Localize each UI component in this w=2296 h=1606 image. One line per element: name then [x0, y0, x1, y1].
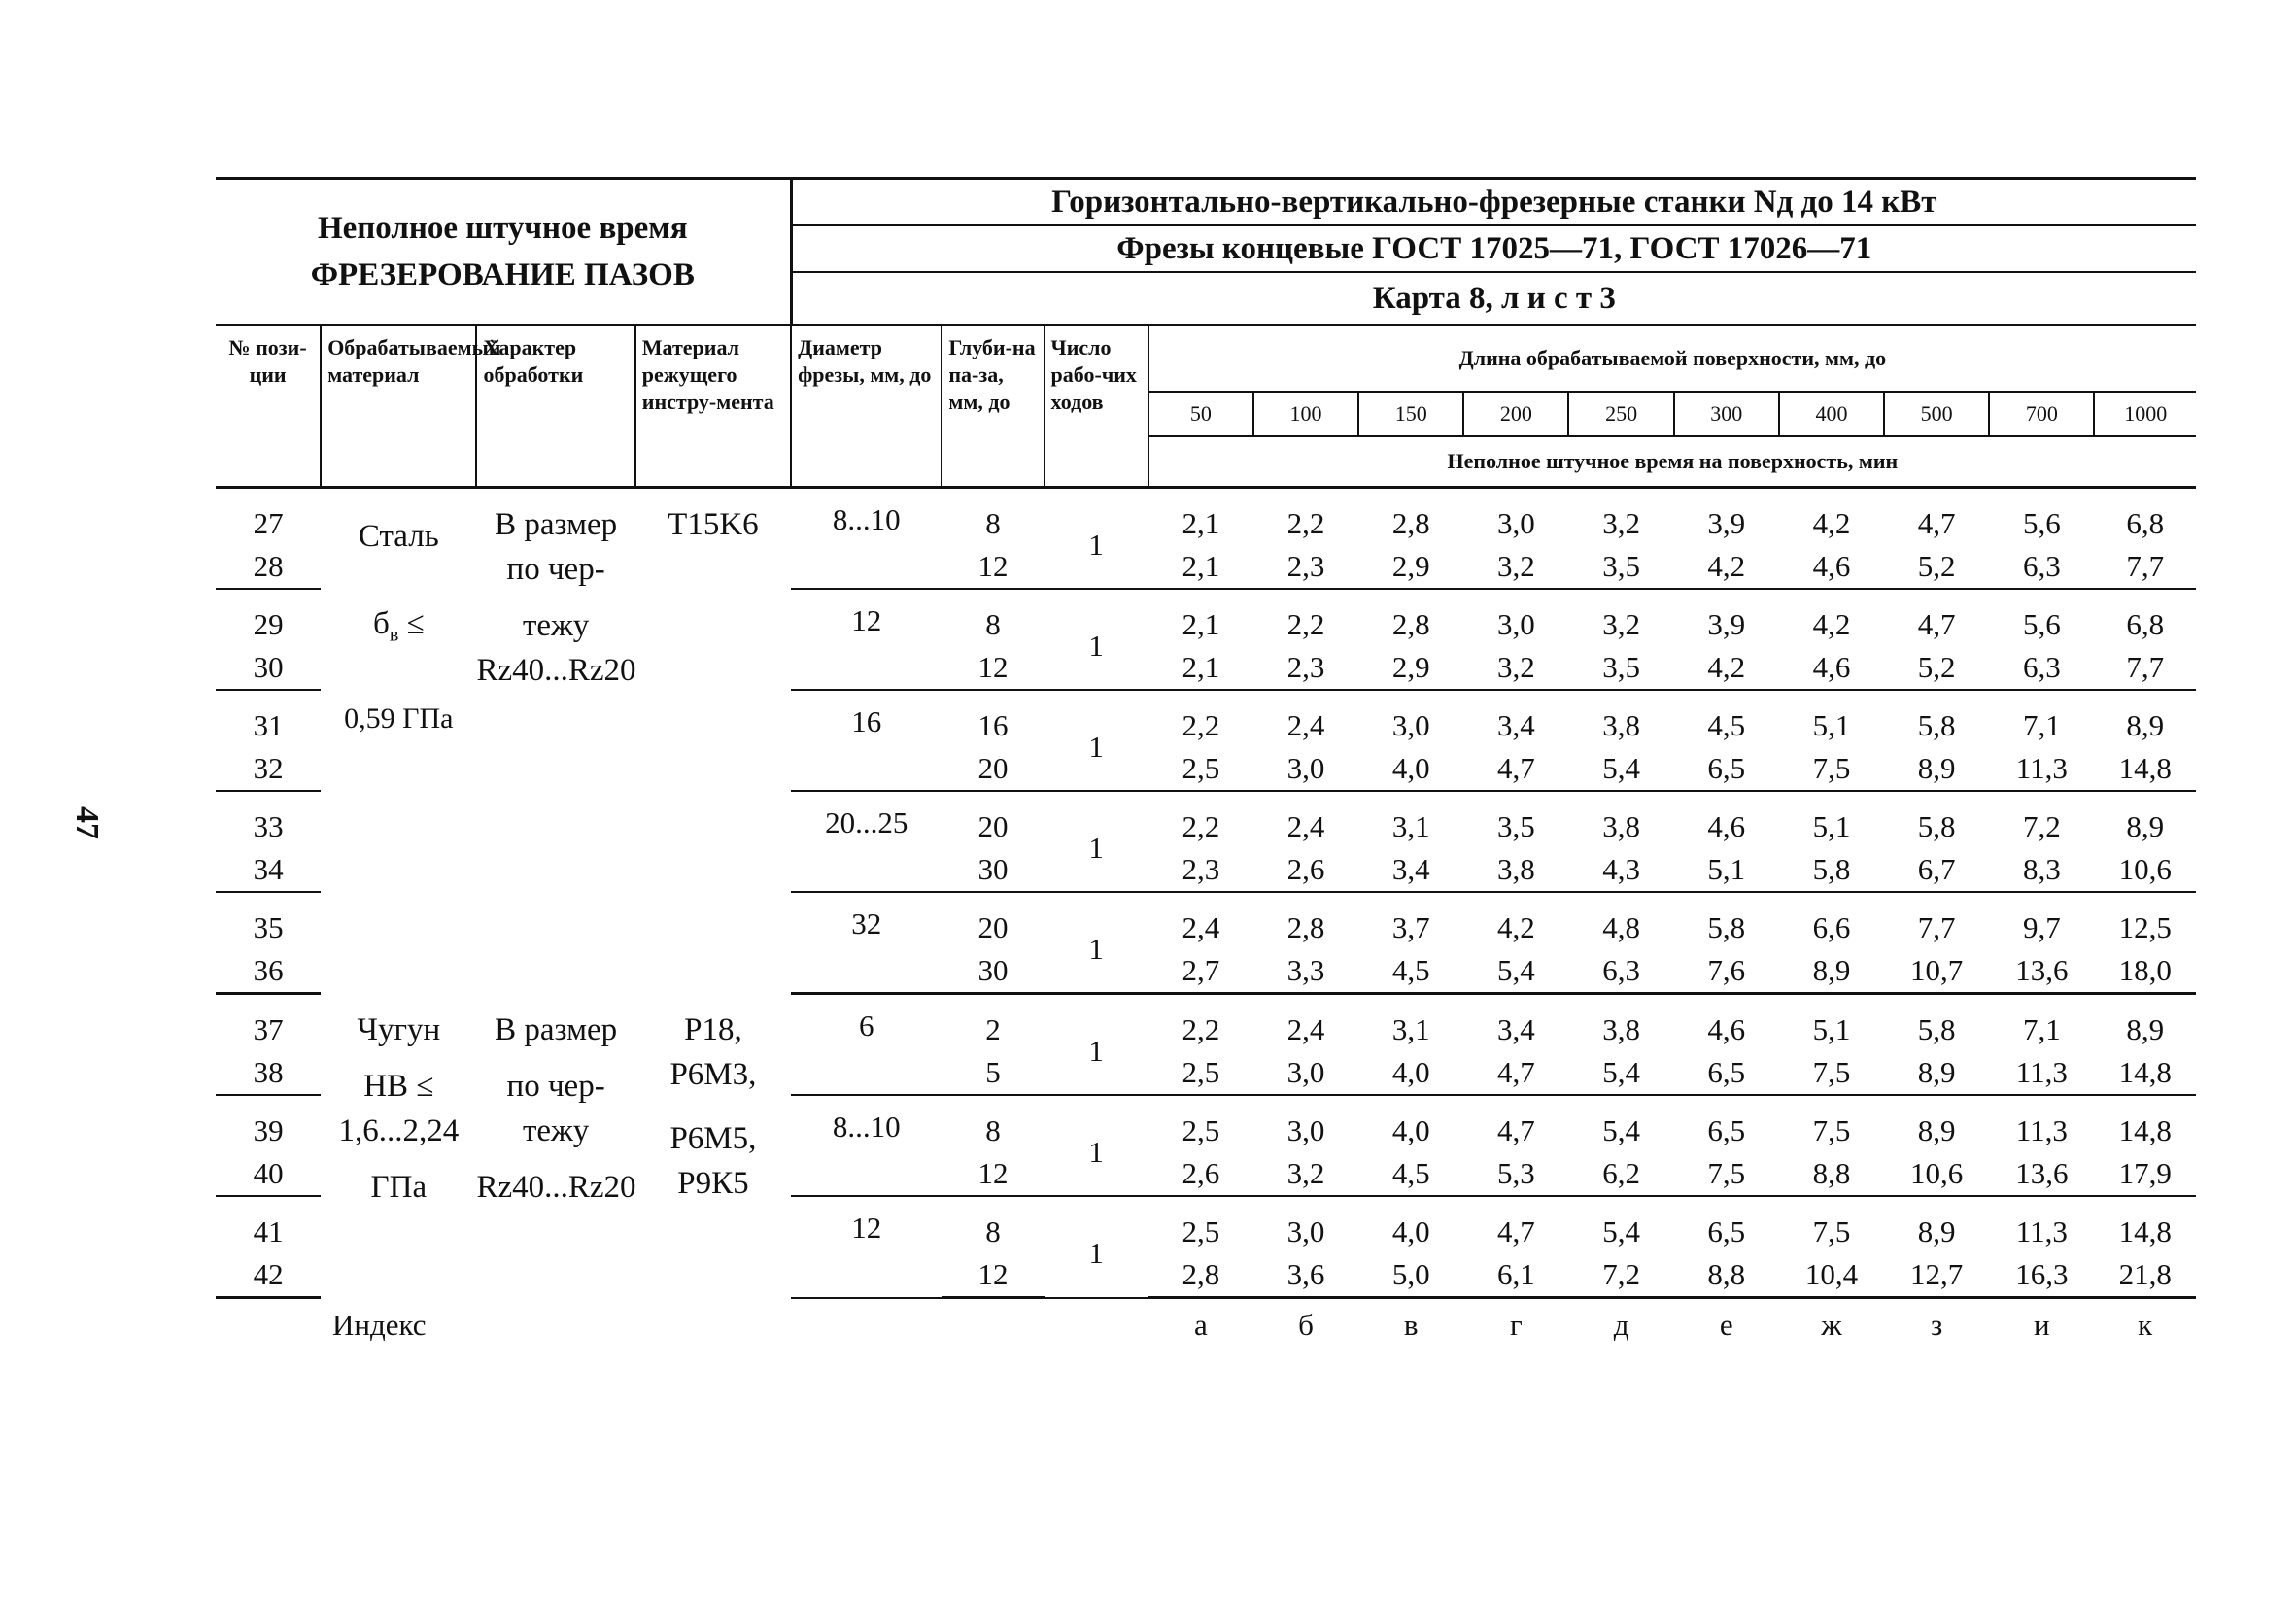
time-value-cell: 2,5: [1148, 747, 1253, 791]
time-value-cell: 3,1: [1391, 809, 1430, 843]
time-value-cell: 2,4: [1286, 708, 1325, 742]
time-value-cell: 13,6: [1989, 1152, 2094, 1196]
time-value-cell: 7,5: [1674, 1152, 1779, 1196]
time-value-cell: 7,5: [1812, 1214, 1851, 1248]
depth-cell: 30: [942, 848, 1044, 892]
row-number: 36: [216, 949, 321, 994]
length-header-cell: 50: [1148, 392, 1253, 436]
time-value-cell: 2,4: [1286, 1012, 1325, 1046]
time-value-cell: 4,7: [1497, 1214, 1535, 1248]
length-header-cell: 100: [1253, 392, 1358, 436]
col-header-depth: Глуби-на па-за, мм, до: [942, 325, 1044, 488]
depth-cell: 8: [985, 1214, 1001, 1248]
material-line: НВ ≤: [363, 1068, 434, 1104]
character-line: Rz40...Rz20: [476, 1169, 636, 1205]
time-value-cell: 10,6: [1884, 1152, 1989, 1196]
time-value-cell: 6,5: [1707, 1214, 1746, 1248]
time-value-cell: 3,5: [1568, 545, 1673, 589]
time-value-cell: 3,8: [1602, 809, 1640, 843]
tool-line: Р9К5: [677, 1165, 749, 1201]
time-value-cell: 4,7: [1463, 747, 1568, 791]
time-value-cell: 8,9: [1779, 949, 1884, 994]
time-value-cell: 11,3: [2015, 1214, 2068, 1248]
time-value-cell: 6,5: [1674, 747, 1779, 791]
time-value-cell: 9,7: [2022, 910, 2061, 944]
row-number: 38: [216, 1051, 321, 1095]
time-value-cell: 2,6: [1253, 848, 1358, 892]
title-line-2: ФРЕЗЕРОВАНИЕ ПАЗОВ: [310, 257, 695, 292]
time-value-cell: 2,8: [1391, 607, 1430, 641]
tool-cell-steel: [635, 488, 791, 994]
time-value-cell: 11,3: [1989, 747, 2094, 791]
row-number: 37: [253, 1012, 284, 1046]
material-line: Сталь: [358, 519, 439, 554]
material-symbol: б: [373, 606, 390, 641]
material-symbol: ≤: [406, 606, 425, 641]
time-value-cell: 7,1: [2022, 1012, 2061, 1046]
time-value-cell: 8,9: [2126, 1012, 2165, 1046]
time-value-cell: 5,1: [1812, 708, 1851, 742]
time-value-cell: 8,8: [1779, 1152, 1884, 1196]
time-value-cell: 6,8: [2126, 506, 2165, 540]
time-value-cell: 18,0: [2094, 949, 2196, 994]
time-value-cell: 2,8: [1286, 910, 1325, 944]
index-letter: з: [1931, 1308, 1943, 1342]
time-value-cell: 6,3: [1568, 949, 1673, 994]
col-header-character: Характер обработки: [476, 325, 634, 488]
time-value-cell: 2,9: [1358, 646, 1463, 690]
col-header-tool: Материал режущего инстру-мента: [635, 325, 791, 488]
depth-cell: 5: [942, 1051, 1044, 1095]
time-value-cell: 2,1: [1182, 607, 1220, 641]
time-value-cell: 5,8: [1917, 1012, 1956, 1046]
time-value-cell: 5,8: [1917, 708, 1956, 742]
time-value-cell: 2,8: [1148, 1253, 1253, 1298]
card-heading: Карта 8, л и с т 3: [791, 272, 2196, 325]
time-value-cell: 17,9: [2094, 1152, 2196, 1196]
time-value-cell: 2,2: [1182, 708, 1220, 742]
character-cell-steel: [476, 488, 634, 994]
col-header-time-title: Неполное штучное время на поверхность, мин: [1148, 436, 2196, 488]
time-value-cell: 7,7: [2094, 646, 2196, 690]
time-value-cell: 8,9: [2126, 809, 2165, 843]
time-value-cell: 12,5: [2118, 910, 2172, 944]
page-number: 47: [69, 806, 105, 839]
time-value-cell: 3,9: [1707, 607, 1746, 641]
time-value-cell: 5,2: [1884, 646, 1989, 690]
time-value-cell: 4,7: [1917, 506, 1956, 540]
time-value-cell: 5,4: [1568, 1051, 1673, 1095]
time-value-cell: 4,7: [1917, 607, 1956, 641]
time-value-cell: 6,1: [1463, 1253, 1568, 1298]
time-value-cell: 2,2: [1286, 506, 1325, 540]
time-value-cell: 6,3: [1989, 545, 2094, 589]
time-value-cell: 13,6: [1989, 949, 2094, 994]
time-value-cell: 4,6: [1707, 1012, 1746, 1046]
time-value-cell: 7,7: [2094, 545, 2196, 589]
depth-cell: 2: [985, 1012, 1001, 1046]
time-value-cell: 3,0: [1253, 1051, 1358, 1095]
time-value-cell: 3,4: [1497, 708, 1535, 742]
table-title: [216, 179, 791, 325]
time-value-cell: 7,2: [1568, 1253, 1673, 1298]
time-value-cell: 3,2: [1463, 646, 1568, 690]
time-value-cell: 5,4: [1463, 949, 1568, 994]
time-value-cell: 3,0: [1497, 506, 1535, 540]
time-value-cell: 6,5: [1674, 1051, 1779, 1095]
row-number: 32: [216, 747, 321, 791]
time-value-cell: 3,5: [1568, 646, 1673, 690]
time-value-cell: 7,5: [1779, 1051, 1884, 1095]
diameter-cell: 32: [791, 892, 942, 994]
time-value-cell: 10,7: [1884, 949, 1989, 994]
time-value-cell: 5,4: [1602, 1214, 1640, 1248]
time-value-cell: 3,6: [1253, 1253, 1358, 1298]
time-value-cell: 4,2: [1812, 506, 1851, 540]
table-row: [216, 488, 2196, 546]
length-header-cell: 150: [1358, 392, 1463, 436]
time-value-cell: 4,0: [1358, 747, 1463, 791]
time-value-cell: 4,7: [1497, 1113, 1535, 1147]
time-value-cell: 3,8: [1602, 708, 1640, 742]
time-value-cell: 5,4: [1568, 747, 1673, 791]
index-letter: ж: [1821, 1308, 1842, 1342]
time-value-cell: 3,9: [1707, 506, 1746, 540]
time-value-cell: 4,2: [1674, 646, 1779, 690]
material-line: 1,6...2,24: [338, 1112, 460, 1148]
time-value-cell: 5,8: [1779, 848, 1884, 892]
depth-cell: 20: [977, 809, 1009, 843]
title-line-1: Неполное штучное время: [317, 211, 688, 246]
time-value-cell: 2,5: [1182, 1214, 1220, 1248]
diameter-cell: 20...25: [791, 791, 942, 892]
table-row: [216, 994, 2196, 1052]
time-value-cell: 5,3: [1463, 1152, 1568, 1196]
time-value-cell: 5,1: [1674, 848, 1779, 892]
time-value-cell: 3,0: [1391, 708, 1430, 742]
time-value-cell: 4,5: [1358, 949, 1463, 994]
row-number: 27: [253, 506, 284, 540]
character-line: по чер-: [506, 552, 605, 587]
time-value-cell: 8,9: [2126, 708, 2165, 742]
time-value-cell: 3,0: [1497, 607, 1535, 641]
time-value-cell: 21,8: [2094, 1253, 2196, 1298]
row-number: 33: [253, 809, 284, 843]
material-line: [321, 601, 476, 658]
time-value-cell: 4,6: [1779, 545, 1884, 589]
time-value-cell: 11,3: [1989, 1051, 2094, 1095]
passes-cell: 1: [1045, 690, 1148, 791]
time-value-cell: 4,0: [1391, 1214, 1430, 1248]
time-value-cell: 2,2: [1286, 607, 1325, 641]
diameter-cell: 8...10: [791, 1095, 942, 1196]
character-cell-iron: [476, 994, 634, 1298]
time-value-cell: 7,6: [1674, 949, 1779, 994]
time-value-cell: 6,3: [1989, 646, 2094, 690]
tool-line: Р18,: [684, 1011, 742, 1047]
row-number: 42: [216, 1253, 321, 1298]
time-value-cell: 3,1: [1391, 1012, 1430, 1046]
diameter-cell: 12: [791, 589, 942, 690]
time-value-cell: 2,3: [1253, 646, 1358, 690]
diameter-cell: 12: [791, 1196, 942, 1298]
time-value-cell: 3,3: [1253, 949, 1358, 994]
time-value-cell: 3,2: [1253, 1152, 1358, 1196]
character-line: Rz40...Rz20: [476, 653, 636, 688]
time-value-cell: 2,8: [1391, 506, 1430, 540]
col-header-number: № пози-ции: [216, 325, 321, 488]
tool-heading: Фрезы концевые ГОСТ 17025—71, ГОСТ 17026—71: [791, 225, 2196, 272]
time-value-cell: 2,1: [1148, 646, 1253, 690]
time-value-cell: 3,0: [1286, 1214, 1325, 1248]
material-subscript: в: [389, 624, 399, 646]
time-value-cell: 5,0: [1358, 1253, 1463, 1298]
time-value-cell: 2,2: [1182, 1012, 1220, 1046]
character-line: В размер: [495, 1011, 618, 1047]
character-line: по чер-: [506, 1068, 605, 1104]
time-value-cell: 7,5: [1779, 747, 1884, 791]
time-value-cell: 3,0: [1253, 747, 1358, 791]
col-header-material: Обрабатываемый материал: [321, 325, 476, 488]
length-header-cell: 400: [1779, 392, 1884, 436]
time-value-cell: 3,8: [1463, 848, 1568, 892]
time-value-cell: 7,2: [2022, 809, 2061, 843]
time-value-cell: 2,4: [1286, 809, 1325, 843]
material-cell-steel: [321, 488, 476, 994]
time-value-cell: 2,5: [1148, 1051, 1253, 1095]
index-letter: а: [1193, 1308, 1208, 1342]
passes-cell: 1: [1045, 791, 1148, 892]
character-line: тежу: [522, 1112, 590, 1148]
index-letter: е: [1719, 1308, 1733, 1342]
length-header-cell: 250: [1568, 392, 1673, 436]
depth-cell: 20: [977, 910, 1009, 944]
row-number: 41: [253, 1214, 284, 1248]
time-value-cell: 7,7: [1917, 910, 1956, 944]
time-value-cell: 8,3: [1989, 848, 2094, 892]
diameter-cell: 6: [791, 994, 942, 1096]
time-value-cell: 7,5: [1812, 1113, 1851, 1147]
material-cell-iron: [321, 994, 476, 1298]
time-value-cell: 6,6: [1812, 910, 1851, 944]
time-value-cell: 6,5: [1707, 1113, 1746, 1147]
depth-cell: 16: [977, 708, 1009, 742]
time-value-cell: 12,7: [1884, 1253, 1989, 1298]
time-value-cell: 2,2: [1182, 809, 1220, 843]
time-value-cell: 3,5: [1497, 809, 1535, 843]
time-value-cell: 10,6: [2094, 848, 2196, 892]
norm-table: [216, 177, 2196, 1351]
time-value-cell: 3,8: [1602, 1012, 1640, 1046]
length-header-cell: 200: [1463, 392, 1568, 436]
time-value-cell: 2,1: [1148, 545, 1253, 589]
time-value-cell: 5,1: [1812, 809, 1851, 843]
index-letter: в: [1403, 1308, 1419, 1342]
time-value-cell: 2,9: [1358, 545, 1463, 589]
passes-cell: 1: [1045, 1095, 1148, 1196]
time-value-cell: 8,8: [1674, 1253, 1779, 1298]
col-header-passes: Число рабо-чих ходов: [1045, 325, 1148, 488]
passes-cell: 1: [1045, 1196, 1148, 1298]
time-value-cell: 11,3: [2015, 1113, 2068, 1147]
time-value-cell: 5,4: [1602, 1113, 1640, 1147]
material-line: Чугун: [357, 1011, 441, 1047]
depth-cell: 30: [942, 949, 1044, 994]
col-header-diameter: Диаметр фрезы, мм, до: [791, 325, 942, 488]
time-value-cell: 2,3: [1148, 848, 1253, 892]
time-value-cell: 4,6: [1779, 646, 1884, 690]
depth-cell: 20: [942, 747, 1044, 791]
time-value-cell: 8,9: [1884, 1051, 1989, 1095]
time-value-cell: 4,2: [1674, 545, 1779, 589]
time-value-cell: 14,8: [2094, 1051, 2196, 1095]
tool-cell-iron: [635, 994, 791, 1298]
index-letter: б: [1298, 1308, 1314, 1342]
time-value-cell: 5,8: [1707, 910, 1746, 944]
time-value-cell: 5,8: [1917, 809, 1956, 843]
machine-heading: Горизонтально-вертикально-фрезерные станки Nд до 14 кВт: [791, 179, 2196, 226]
time-value-cell: 4,2: [1812, 607, 1851, 641]
passes-cell: 1: [1045, 488, 1148, 590]
time-value-cell: 2,3: [1253, 545, 1358, 589]
index-letter: к: [2138, 1308, 2153, 1342]
tool-line: Р6М3,: [669, 1056, 757, 1092]
time-value-cell: 6,2: [1568, 1152, 1673, 1196]
depth-cell: 8: [985, 506, 1001, 540]
row-number: 40: [216, 1152, 321, 1196]
depth-cell: 12: [942, 1152, 1044, 1196]
time-value-cell: 5,2: [1884, 545, 1989, 589]
time-value-cell: 4,8: [1602, 910, 1640, 944]
time-value-cell: 3,2: [1602, 506, 1640, 540]
time-value-cell: 10,4: [1779, 1253, 1884, 1298]
time-value-cell: 8,9: [1917, 1214, 1956, 1248]
index-letter: д: [1613, 1308, 1629, 1342]
time-value-cell: 5,1: [1812, 1012, 1851, 1046]
time-value-cell: 4,5: [1707, 708, 1746, 742]
time-value-cell: 7,1: [2022, 708, 2061, 742]
time-value-cell: 2,6: [1148, 1152, 1253, 1196]
time-value-cell: 2,5: [1182, 1113, 1220, 1147]
time-value-cell: 6,7: [1884, 848, 1989, 892]
length-header-cell: 500: [1884, 392, 1989, 436]
tool-line: Р6М5,: [669, 1120, 757, 1156]
depth-cell: 8: [985, 607, 1001, 641]
time-value-cell: 3,0: [1286, 1113, 1325, 1147]
time-value-cell: 6,8: [2126, 607, 2165, 641]
time-value-cell: 5,6: [2022, 607, 2061, 641]
col-header-length-title: Длина обрабатываемой поверхности, мм, до: [1148, 325, 2196, 393]
time-value-cell: 3,7: [1391, 910, 1430, 944]
depth-cell: 12: [942, 545, 1044, 589]
time-value-cell: 4,6: [1707, 809, 1746, 843]
depth-cell: 12: [942, 1253, 1044, 1298]
time-value-cell: 4,0: [1391, 1113, 1430, 1147]
diameter-cell: 16: [791, 690, 942, 791]
index-letter: г: [1510, 1308, 1523, 1342]
time-value-cell: 4,2: [1497, 910, 1535, 944]
depth-cell: 12: [942, 646, 1044, 690]
index-row: [216, 1298, 2196, 1352]
passes-cell: 1: [1045, 589, 1148, 690]
time-value-cell: 14,8: [2094, 747, 2196, 791]
time-value-cell: 3,4: [1497, 1012, 1535, 1046]
tool-line: T15K6: [668, 507, 759, 542]
character-line: В размер: [495, 507, 618, 542]
time-value-cell: 4,5: [1358, 1152, 1463, 1196]
material-line: ГПа: [370, 1169, 428, 1205]
time-value-cell: 2,4: [1182, 910, 1220, 944]
index-letter: и: [2034, 1308, 2050, 1342]
material-line: 0,59 ГПа: [344, 701, 454, 735]
row-number: 28: [216, 545, 321, 589]
time-value-cell: 8,9: [1884, 747, 1989, 791]
time-value-cell: 3,2: [1602, 607, 1640, 641]
row-number: 39: [253, 1113, 284, 1147]
passes-cell: 1: [1045, 892, 1148, 994]
time-value-cell: 4,7: [1463, 1051, 1568, 1095]
time-value-cell: 16,3: [1989, 1253, 2094, 1298]
length-header-cell: 300: [1674, 392, 1779, 436]
time-value-cell: 4,0: [1358, 1051, 1463, 1095]
length-header-cell: 1000: [2094, 392, 2196, 436]
time-value-cell: 14,8: [2118, 1113, 2172, 1147]
row-number: 30: [216, 646, 321, 690]
time-value-cell: 5,6: [2022, 506, 2061, 540]
time-value-cell: 2,7: [1148, 949, 1253, 994]
time-value-cell: 3,4: [1358, 848, 1463, 892]
length-header-cell: 700: [1989, 392, 2094, 436]
diameter-cell: 8...10: [791, 488, 942, 590]
time-value-cell: 14,8: [2118, 1214, 2172, 1248]
row-number: 31: [253, 708, 284, 742]
row-number: 34: [216, 848, 321, 892]
time-value-cell: 2,1: [1182, 506, 1220, 540]
time-value-cell: 8,9: [1917, 1113, 1956, 1147]
row-number: 35: [253, 910, 284, 944]
passes-cell: 1: [1045, 994, 1148, 1096]
index-label: Индекс: [332, 1308, 427, 1342]
row-number: 29: [253, 607, 284, 641]
character-line: тежу: [522, 608, 590, 643]
time-value-cell: 3,2: [1463, 545, 1568, 589]
depth-cell: 8: [985, 1113, 1001, 1147]
time-value-cell: 4,3: [1568, 848, 1673, 892]
